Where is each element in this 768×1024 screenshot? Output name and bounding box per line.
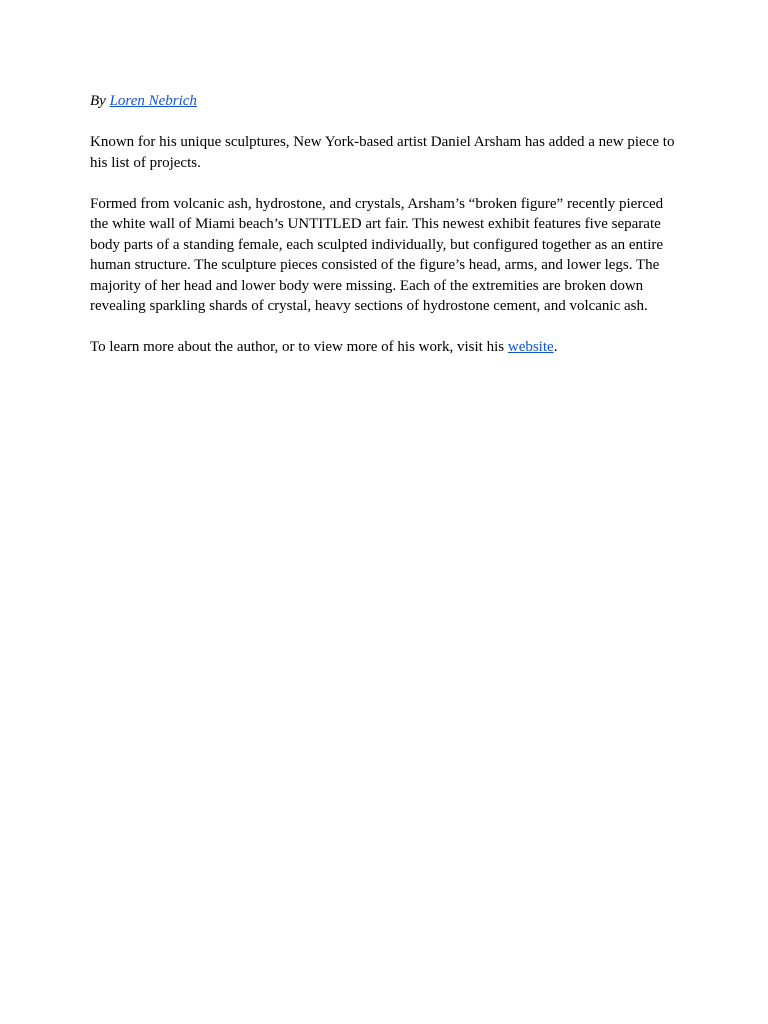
body-paragraph: Formed from volcanic ash, hydrostone, and crystals, Arsham’s “broken figure” recently pierced the white wall of Miami beach’s UNTITLED art fair. This newest exhibit features five separate body parts of a standing female, each sculpted individually, but configured together as an entire human structure. The sculpture pieces consisted of the figure’s head, arms, and lower legs. The majority of her head and lower body were missing. Each of the extremities are broken down revealing sparkling shards of crystal, heavy sections of hydrostone cement, and volcanic ash.	[90, 195, 664, 314]
closing-text: To learn more about the author, or to view more of his work, visit his	[90, 339, 505, 355]
closing-period: .	[553, 339, 558, 355]
author-link[interactable]: Loren Nebrich	[109, 93, 197, 109]
document-body	[90, 91, 675, 378]
website-link[interactable]: website	[507, 339, 554, 355]
byline	[90, 91, 675, 112]
intro-paragraph: Known for his unique sculptures, New York-based artist Daniel Arsham has added a new piece to his list of projects.	[90, 134, 675, 171]
byline-prefix: By	[90, 93, 106, 109]
closing-paragraph	[90, 337, 675, 358]
